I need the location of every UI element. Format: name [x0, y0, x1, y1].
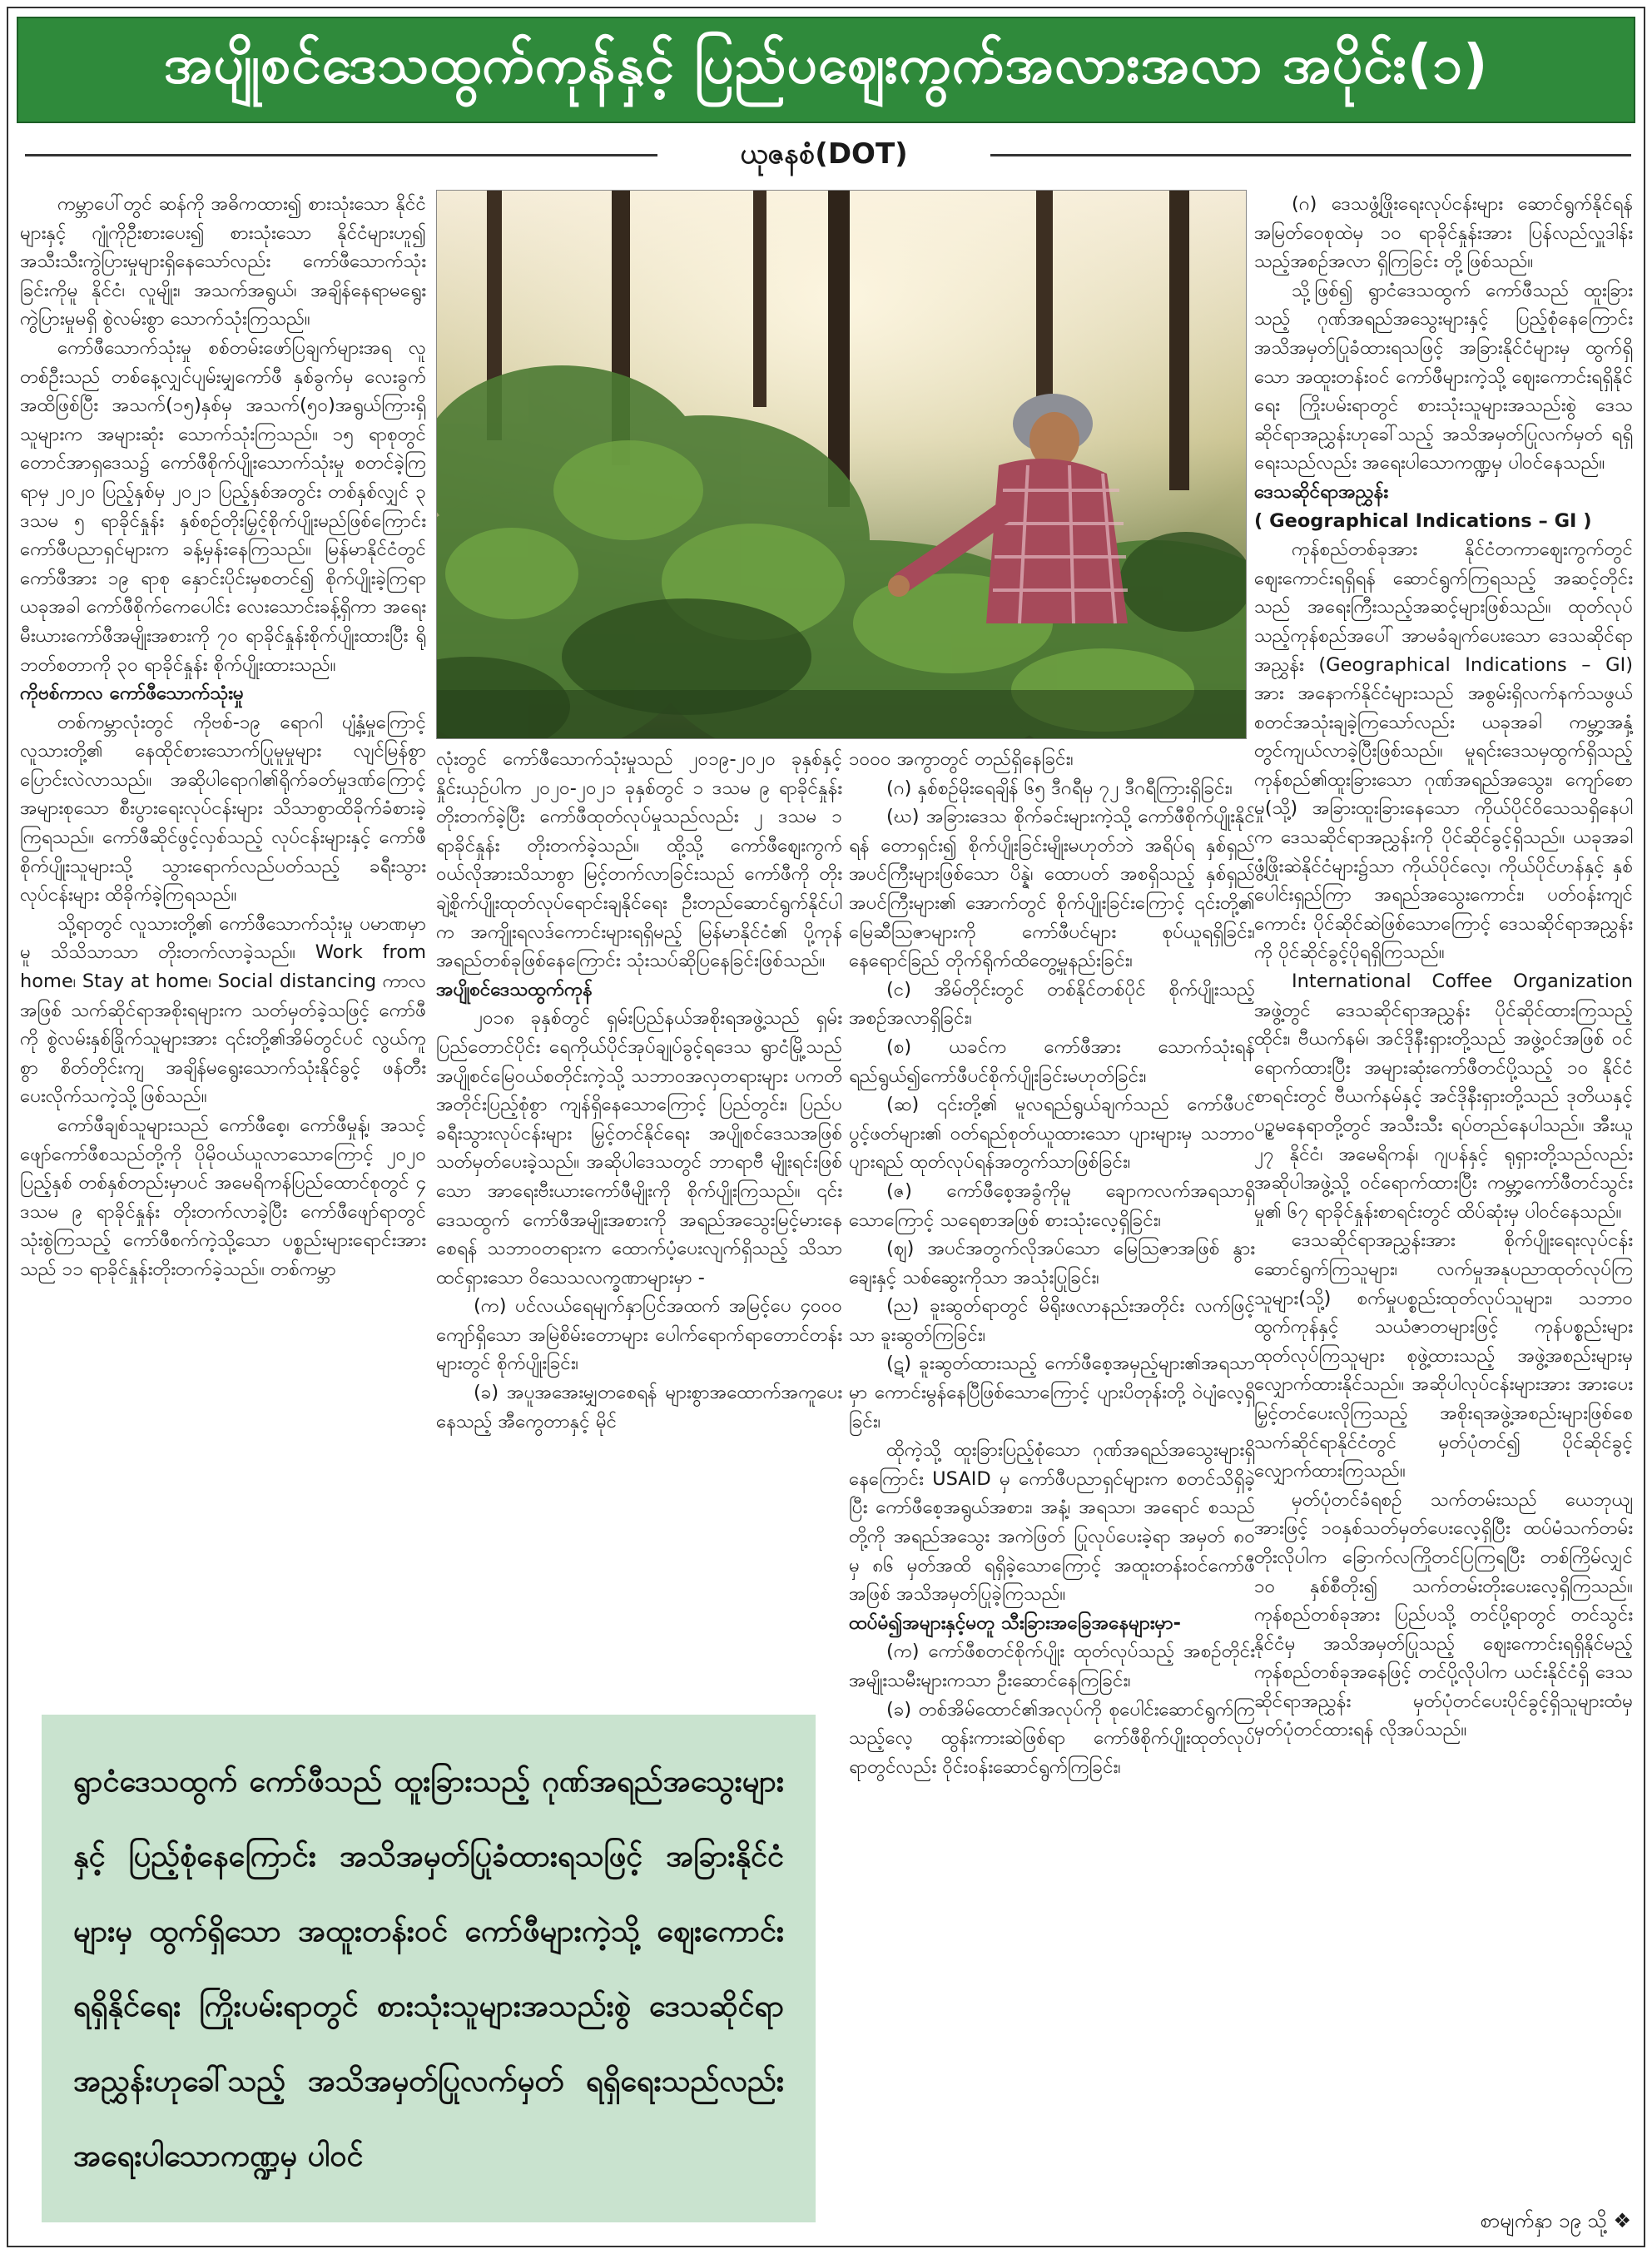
- section-heading: ဒေသဆိုင်ရာအညွှန်း: [1254, 480, 1388, 503]
- article-paragraph: (ခ) အပူအအေးမျှတစေရန် များစွာအထောက်အကူပေးနေသည့် အီကွေတာနှင့် မိုင်: [436, 1382, 842, 1432]
- article-paragraph: (ဈ) အပင်အတွက်လိုအပ်သော မြေသြဇာအဖြစ် နွားချေးနှင့် သစ်ဆွေးကိုသာ အသုံးပြုခြင်း၊: [849, 1238, 1255, 1288]
- article-paragraph: ကုန်စည်တစ်ခုအား နိုင်ငံတကာဈေးကွက်တွင် ဈေးကောင်းရရှိရန် ဆောင်ရွက်ကြရသည့် အဆင့်တိုင်းသည် အရေးကြီးသည့်အဆင့်များဖြစ်သည်။ ထုတ်လုပ်သည့်ကုန်စည်အပေါ် အာမခံချက်ပေးသော ဒေသဆိုင်ရာအညွှန်း (Geographical Indications – GI) အား အနောက်နိုင်ငံများသည် အစွမ်းရှိလက်နက်သဖွယ် စတင်အသုံးချခဲ့ကြသော်လည်း ယခုအခါ ကမ္ဘာ့အနှံ့ တွင်ကျယ်လာခဲ့ပြီးဖြစ်သည်။ မူရင်းဒေသမှထွက်ရှိသည့် ကုန်စည်၏ထူးခြားသော ဂုဏ်အရည်အသွေး၊ ကျော်စောမှု(သို့) အခြားထူးခြားနေသော ကိုယ်ပိုင်ဝိသေသရှိနေပါက ဒေသဆိုင်ရာအညွှန်းကို ပိုင်ဆိုင်ခွင့်ရှိသည်။ ယခုအခါ ဖွံ့ဖြိုးဆဲနိုင်ငံများ၌သာ ကိုယ်ပိုင်လေ့၊ ကိုယ်ပိုင်ဟန်နှင့် နှစ်ပေါင်းရှည်ကြာ အရည်အသွေးကောင်း၊ ပတ်ဝန်းကျင်ကောင်း ပိုင်ဆိုင်ဆဲဖြစ်သောကြောင့် ဒေသဆိုင်ရာအညွှန်းကို ပိုင်ဆိုင်ခွင့်ပိုရရှိကြသည်။: [1254, 539, 1633, 964]
- headline-title: အပျိုစင်ဒေသထွက်ကုန်နှင့် ပြည်ပဈေးကွက်အလားအလာ အပိုင်း(၁): [163, 34, 1489, 96]
- article-paragraph: ၁၀၀၀ အကွာတွင် တည်ရှိနေခြင်း၊: [849, 748, 1074, 770]
- article-paragraph: လုံးတွင် ကော်ဖီသောက်သုံးမှုသည် ၂၀၁၉-၂၀၂၀ ခုနှစ်နှင့် နှိုင်းယှဉ်ပါက ၂၀၂၀-၂၀၂၁ ခုနှစ်တွင် ၁ ဒသမ ၉ ရာခိုင်နှုန်း တိုးတက်ခဲ့ပြီး ကော်ဖီထုတ်လုပ်မှုသည်လည်း ၂ ဒသမ ၁ ရာခိုင်နှုန်း တိုးတက်ခဲ့သည်။ ထို့သို့ ကော်ဖီဈေးကွက်ဝယ်လိုအားသိသာစွာ မြင့်တက်လာခြင်းသည် ကော်ဖီကို တိုးချဲ့စိုက်ပျိုးထုတ်လုပ်ရောင်းချနိုင်ရေး ဦးတည်ဆောင်ရွက်နိုင်ပါက အကျိုးရလဒ်ကောင်းများရရှိမည့် မြန်မာနိုင်ငံ၏ ပို့ကုန်အရည်တစ်ခုဖြစ်နေကြောင်း သုံးသပ်ဆိုပြနေခြင်းဖြစ်သည်။: [436, 748, 842, 972]
- section-heading: ထပ်မံ၍အများနှင့်မတူ သီးခြားအခြေအနေများမှာ-: [849, 1611, 1181, 1634]
- section-heading: ( Geographical Indications – GI ): [1254, 509, 1592, 532]
- article-paragraph: ဒေသဆိုင်ရာအညွှန်းအား စိုက်ပျိုးရေးလုပ်ငန်းဆောင်ရွက်ကြသူများ၊ လက်မှုအနုပညာထုတ်လုပ်ကြသူများ(သို့) စက်မှုပစ္စည်းထုတ်လုပ်သူများ၊ သဘာဝထွက်ကုန်နှင့် သယံဇာတများဖြင့် ကုန်ပစ္စည်းများ ထုတ်လုပ်ကြသူများ စုဖွဲ့ထားသည့် အဖွဲ့အစည်းများမှ လျှောက်ထားနိုင်သည်။ အဆိုပါလုပ်ငန်းများအား အားပေးမြှင့်တင်ပေးလိုကြသည့် အစိုးရအဖွဲ့အစည်းများဖြစ်စေ သက်ဆိုင်ရာနိုင်ငံတွင် မှတ်ပုံတင်၍ ပိုင်ဆိုင်ခွင့် လျှောက်ထားကြသည်။: [1254, 1229, 1633, 1482]
- article-paragraph: (ဆ) ၎င်းတို့၏ မူလရည်ရွယ်ချက်သည် ကော်ဖီပင်ပွင့်ဖတ်များ၏ ဝတ်ရည်စုတ်ယူထားသော ပျားများမှ သဘာဝပျားရည် ထုတ်လုပ်ရန်အတွက်သာဖြစ်ခြင်း၊: [849, 1094, 1255, 1174]
- article-column-1: [20, 190, 426, 1688]
- article-paragraph: (က) ကော်ဖီစတင်စိုက်ပျိုး ထုတ်လုပ်သည့် အစဉ်တိုင်း အမျိုးသမီးများကသာ ဦးဆောင်နေကြခြင်း၊: [849, 1641, 1255, 1691]
- article-paragraph: မှတ်ပုံတင်ခံရစဉ် သက်တမ်းသည် ယေဘုယျအားဖြင့် ၁၀နှစ်သတ်မှတ်ပေးလေ့ရှိပြီး ထပ်မံသက်တမ်းတိုးလိုပါက ခြောက်လကြိုတင်ပြကြရပြီး တစ်ကြိမ်လျှင် ၁၀ နှစ်စီတိုး၍ သက်တမ်းတိုးပေးလေ့ရှိကြသည်။ ကုန်စည်တစ်ခုအား ပြည်ပသို့ တင်ပို့ရာတွင် တင်သွင်းနိုင်ငံမှ အသိအမှတ်ပြုသည့် ဈေးကောင်းရရှိနိုင်မည့် ကုန်စည်တစ်ခုအနေဖြင့် တင်ပို့လိုပါက ယင်းနိုင်ငံရှိ ဒေသဆိုင်ရာအညွှန်း မှတ်ပုံတင်ပေးပိုင်ခွင့်ရှိသူများထံမှ မှတ်ပုံတင်ထားရန် လိုအပ်သည်။: [1254, 1488, 1633, 1741]
- article-paragraph: International Coffee Organization အဖွဲ့တွင် ဒေသဆိုင်ရာအညွှန်း ပိုင်ဆိုင်ထားကြသည့် ထိုင်း၊ ဗီယက်နမ်၊ အင်ဒိုနီးရှားတို့သည် အဖွဲ့ဝင်အဖြစ် ဝင်ရောက်ထားပြီး အများဆုံးကော်ဖီတင်ပို့သည့် ၁၀ နိုင်ငံစာရင်းတွင် ဗီယက်နမ်နှင့် အင်ဒိုနီးရှားတို့သည် ဒုတိယနှင့် ပဉ္စမနေရာတို့တွင် အသီးသီး ရပ်တည်နေပါသည်။ အီးယူ ၂၇ နိုင်ငံ၊ အမေရိကန်၊ ဂျပန်နှင့် ရုရှားတို့သည်လည်း အဆိုပါအဖွဲ့သို့ ဝင်ရောက်ထားပြီး ကမ္ဘာ့ကော်ဖီတင်သွင်းမှု၏ ၆၇ ရာခိုင်နှုန်းစာရင်းတွင် ထိပ်ဆုံးမှ ပါဝင်နေသည်။: [1254, 971, 1633, 1223]
- article-paragraph: (ဃ) အခြားဒေသ စိုက်ခင်းများကဲ့သို့ ကော်ဖီစိုက်ပျိုးနိုင်ရန် တောရှင်း၍ စိုက်ပျိုးခြင်းမျိုးမဟုတ်ဘဲ အရိပ်ရ နှစ်ရှည်အပင်ကြီးများဖြစ်သော ပိန္နဲ၊ ထောပတ် အစရှိသည့် နှစ်ရှည်အပင်ကြီးများ၏ အောက်တွင် စိုက်ပျိုးခြင်းကြောင့် ၎င်းတို့၏ မြေဆီသြဇာများကို ကော်ဖီပင်များ စုပ်ယူရရှိခြင်း၊ နေရောင်ခြည် တိုက်ရိုက်ထိတွေ့မှုနည်းခြင်း၊: [849, 806, 1255, 972]
- article-paragraph: သို့ရာတွင် လူသားတို့၏ ကော်ဖီသောက်သုံးမှု ပမာဏမှာမူ သိသိသာသာ တိုးတက်လာခဲ့သည်။ Work from home၊ Stay at home၊ Social distancing ကာလအဖြစ် သက်ဆိုင်ရာအစိုးရများက သတ်မှတ်ခဲ့သဖြင့် ကော်ဖီကို စွဲလမ်းနှစ်ခြိုက်သူများအား ၎င်းတို့၏အိမ်တွင်ပင် လွယ်ကူစွာ စိတ်တိုင်းကျ အချိန်မရွေးသောက်သုံးနိုင်ခွင့် ဖန်တီးပေးလိုက်သကဲ့သို့ဖြစ်သည်။: [20, 912, 426, 1108]
- article-paragraph: ကော်ဖီသောက်သုံးမှု စစ်တမ်းဖော်ပြချက်များအရ လူတစ်ဦးသည် တစ်နေ့လျှင်ပျမ်းမျှကော်ဖီ နှစ်ခွက်မှ လေးခွက်အထိဖြစ်ပြီး အသက်(၁၅)နှစ်မှ အသက်(၅၀)အရွယ်ကြားရှိသူများက အများဆုံး သောက်သုံးကြသည်။ ၁၅ ရာစုတွင် တောင်အာရှဒေသ၌ ကော်ဖီစိုက်ပျိုးသောက်သုံးမှု စတင်ခဲ့ကြရာမှ ၂၀၂၀ ပြည့်နှစ်မှ ၂၀၂၁ ပြည့်နှစ်အတွင်း တစ်နှစ်လျှင် ၃ ဒသမ ၅ ရာခိုင်နှုန်း နှစ်စဉ်တိုးမြှင့်စိုက်ပျိုးမည်ဖြစ်ကြောင်း ကော်ဖီပညာရှင်များက ခန့်မှန်းနေကြသည်။ မြန်မာနိုင်ငံတွင် ကော်ဖီအား ၁၉ ရာစု နှောင်းပိုင်းမှစတင်၍ စိုက်ပျိုးခဲ့ကြရာ ယခုအခါ ကော်ဖီစိုက်ကေပေါင်း လေးသောင်းခန့်ရှိကာ အရေးမီးယားကော်ဖီအမျိုးအစားကို ၇၀ ရာခိုင်နှုန်းစိုက်ပျိုးထားပြီး ရိုဘတ်စတာကို ၃၀ ရာခိုင်နှုန်း စိုက်ပျိုးထားသည်။: [20, 336, 426, 676]
- article-paragraph: (ခ) တစ်အိမ်ထောင်၏အလုပ်ကို စုပေါင်းဆောင်ရွက်ကြသည့်လေ့ ထွန်းကားဆဲဖြစ်ရာ ကော်ဖီစိုက်ပျိုးထုတ်လုပ်ရာတွင်လည်း ဝိုင်းဝန်းဆောင်ရွက်ကြခြင်း၊: [849, 1698, 1255, 1778]
- pull-quote-box: [42, 1715, 816, 2222]
- pull-quote-text: ရွာငံဒေသထွက် ကော်ဖီသည် ထူးခြားသည့် ဂုဏ်အရည်အသွေးများနှင့် ပြည့်စုံနေကြောင်း အသိအမှတ်ပြုခံထားရသဖြင့် အခြားနိုင်ငံများမှ ထွက်ရှိသော အထူးတန်းဝင် ကော်ဖီများကဲ့သို့ ဈေးကောင်းရရှိနိုင်ရေး ကြိုးပမ်းရာတွင် စားသုံးသူများအသည်းစွဲ ဒေသဆိုင်ရာအညွှန်းဟုခေါ်သည့် အသိအမှတ်ပြုလက်မှတ် ရရှိရေးသည်လည်း အရေးပါသောကဏ္ဍမှ ပါဝင်: [73, 1765, 784, 2173]
- article-paragraph: ၂၀၁၈ ခုနှစ်တွင် ရှမ်းပြည်နယ်အစိုးရအဖွဲ့သည် ရှမ်းပြည်တောင်ပိုင်း ရေကိုယ်ပိုင်အုပ်ချုပ်ခွင့်ရဒေသ ရွာငံမြို့သည် အပျိုစင်မြေဝယ်စတိုင်းကဲ့သို့ သဘာဝအလှတရားများ ပကတိအတိုင်းပြည့်စုံစွာ ကျန်ရှိနေသောကြောင့် ပြည်တွင်း၊ ပြည်ပခရီးသွားလုပ်ငန်းများ မြှင့်တင်နိုင်ရေး အပျိုစင်ဒေသအဖြစ် သတ်မှတ်ပေးခဲ့သည်။ အဆိုပါဒေသတွင် ဘာရာဗီ မျိုးရင်းဖြစ်သော အာရေးဗီးယားကော်ဖီမျိုးကို စိုက်ပျိုးကြသည်။ ၎င်းဒေသထွက် ကော်ဖီအမျိုးအစားကို အရည်အသွေးမြင့်မားနေစေရန် သဘာဝတရားက ထောက်ပံ့ပေးလျက်ရှိသည့် သိသာထင်ရှားသော ဝိသေသလက္ခဏာများမှာ -: [436, 1007, 842, 1288]
- continued-on-page: စာမျက်နှာ ၁၉ သို့ ❖: [1480, 2209, 1631, 2232]
- article-paragraph: (င) အိမ်တိုင်းတွင် တစ်နိုင်တစ်ပိုင် စိုက်ပျိုးသည့် အစဉ်အလာရှိခြင်း၊: [849, 978, 1255, 1030]
- article-paragraph: တစ်ကမ္ဘာလုံးတွင် ကိုဗစ်-၁၉ ရောဂါ ပျံ့နှံ့မှုကြောင့် လူသားတို့၏ နေထိုင်စားသောက်ပြုမူမှုများ လျင်မြန်စွာ ပြောင်းလဲလာသည်။ အဆိုပါရောဂါ၏ရိုက်ခတ်မှုဒဏ်ကြောင့် အများစုသော စီးပွားရေးလုပ်ငန်းများ သိသာစွာထိခိုက်ခံစားခဲ့ကြရသည်။ ကော်ဖီဆိုင်ဖွင့်လှစ်သည့် လုပ်ငန်းများနှင့် ကော်ဖီ စိုက်ပျိုးသူများသို့ သွားရောက်လည်ပတ်သည့် ခရီးသွားလုပ်ငန်းများ ထိခိုက်ခဲ့ကြရသည်။: [20, 711, 426, 906]
- article-paragraph: (စ) ယခင်က ကော်ဖီအား သောက်သုံးရန် ရည်ရွယ်၍ကော်ဖီပင်စိုက်ပျိုးခြင်းမဟုတ်ခြင်း၊: [849, 1035, 1255, 1087]
- section-heading: ကိုဗစ်ကာလ ကော်ဖီသောက်သုံးမှု: [20, 683, 244, 705]
- article-paragraph: (က) ပင်လယ်ရေမျက်နှာပြင်အထက် အမြင့်ပေ ၄၀၀၀ ကျော်ရှိသော အမြဲစိမ်းတောများ ပေါက်ရောက်ရာတောင်တန်းများတွင် စိုက်ပျိုးခြင်း၊: [436, 1295, 842, 1375]
- article-column-2: [436, 745, 842, 1694]
- article-paragraph: သို့ဖြစ်၍ ရွာငံဒေသထွက် ကော်ဖီသည် ထူးခြားသည့် ဂုဏ်အရည်အသွေးများနှင့် ပြည့်စုံနေကြောင်း အသိအမှတ်ပြုခံထားရသဖြင့် အခြားနိုင်ငံများမှ ထွက်ရှိသော အထူးတန်းဝင် ကော်ဖီများကဲ့သို့ ဈေးကောင်းရရှိနိုင်ရေး ကြိုးပမ်းရာတွင် စားသုံးသူများအသည်းစွဲ ဒေသဆိုင်ရာအညွှန်းဟုခေါ်သည့် အသိအမှတ်ပြုလက်မှတ် ရရှိရေးသည်လည်း အရေးပါသောကဏ္ဍမှ ပါဝင်နေသည်။: [1254, 279, 1633, 474]
- byline: ယုဇနစံ(DOT): [740, 137, 908, 171]
- section-heading: အပျိုစင်ဒေသထွက်ကုန်: [436, 978, 593, 1000]
- article-paragraph: (ဂ) ဒေသဖွံ့ဖြိုးရေးလုပ်ငန်းများ ဆောင်ရွက်နိုင်ရန် အမြတ်ဝေစုထဲမှ ၁၀ ရာခိုင်နှုန်းအား ပြန်လည်လှူဒါန်းသည့်အစဉ်အလာ ရှိကြခြင်း တို့ဖြစ်သည်။: [1254, 193, 1633, 273]
- byline-rule-left: [25, 154, 657, 156]
- byline-rule-right: [990, 154, 1631, 156]
- article-paragraph: ထိုကဲ့သို့ ထူးခြားပြည့်စုံသော ဂုဏ်အရည်အသွေးများရှိနေကြောင်း USAID မှ ကော်ဖီပညာရှင်များက စတင်သိရှိခဲ့ပြီး ကော်ဖီစေ့အရွယ်အစား၊ အနံ့၊ အရသာ၊ အရောင် စသည်တို့ကို အရည်အသွေး အကဲဖြတ် ပြုလုပ်ပေးခဲ့ရာ အမှတ် ၈၀ မှ ၈၆ မှတ်အထိ ရရှိခဲ့သောကြောင့် အထူးတန်းဝင်ကော်ဖီအဖြစ် အသိအမှတ်ပြုခဲ့ကြသည်။: [849, 1439, 1255, 1606]
- headline-banner: [17, 17, 1635, 123]
- article-column-3: [849, 745, 1255, 2235]
- article-paragraph: (ဇ) ကော်ဖီစေ့အခွံကိုမူ ချောကလက်အရသာရှိသောကြောင့် သရေစာအဖြစ် စားသုံးလေ့ရှိခြင်း၊: [849, 1179, 1255, 1231]
- article-paragraph: ကမ္ဘာပေါ်တွင် ဆန်ကို အဓိကထား၍ စားသုံးသော နိုင်ငံများနှင့် ဂျုံကိုဦးစားပေး၍ စားသုံးသော နိုင်ငံများဟူ၍ အသီးသီးကွဲပြားမှုများရှိနေသော်လည်း ကော်ဖီသောက်သုံးခြင်းကိုမူ နိုင်ငံ၊ လူမျိုး၊ အသက်အရွယ်၊ အချိန်နေရာမရွေး ကွဲပြားမှုမရှိ စွဲလမ်းစွာ သောက်သုံးကြသည်။: [20, 193, 426, 330]
- article-paragraph: ကော်ဖီချစ်သူများသည် ကော်ဖီစေ့၊ ကော်ဖီမှုန့်၊ အသင့်ဖျော်ကော်ဖီစသည်တို့ကို ပိုမိုဝယ်ယူလာသောကြောင့် ၂၀၂၀ ပြည့်နှစ် တစ်နှစ်တည်းမှာပင် အမေရိကန်ပြည်ထောင်စုတွင် ၄ ဒသမ ၉ ရာခိုင်နှုန်း တိုးတက်လာခဲ့ပြီး ကော်ဖီဖျော်ရာတွင် သုံးစွဲကြသည့် ကော်ဖီစက်ကဲ့သို့သော ပစ္စည်းများရောင်းအားသည် ၁၁ ရာခိုင်နှုန်းတိုးတက်ခဲ့သည်။ တစ်ကမ္ဘာ: [20, 1115, 426, 1280]
- article-paragraph: (ည) ခူးဆွတ်ရာတွင် မိရိုးဖလာနည်းအတိုင်း လက်ဖြင့်သာ ခူးဆွတ်ကြခြင်း၊: [849, 1295, 1255, 1346]
- article-paragraph: (ဋ) ခူးဆွတ်ထားသည့် ကော်ဖီစေ့အမှည့်များ၏အရသာမှာ ကောင်းမွန်နေပြီဖြစ်သောကြောင့် ပျားပိတုန်းတို့ ဝဲပျံလေ့ရှိခြင်း၊: [849, 1353, 1255, 1432]
- article-paragraph: (ဂ) နှစ်စဉ်မိုးရေချိန် ၆၅ ဒီဂရီမှ ၇၂ ဒီဂရီကြားရှိခြင်း၊: [886, 777, 1233, 799]
- coffee-picker-photo: [436, 190, 1247, 739]
- newspaper-page: [7, 7, 1645, 2247]
- coffee-farm-photo-image: [437, 191, 1246, 738]
- article-column-4: [1254, 190, 1633, 2204]
